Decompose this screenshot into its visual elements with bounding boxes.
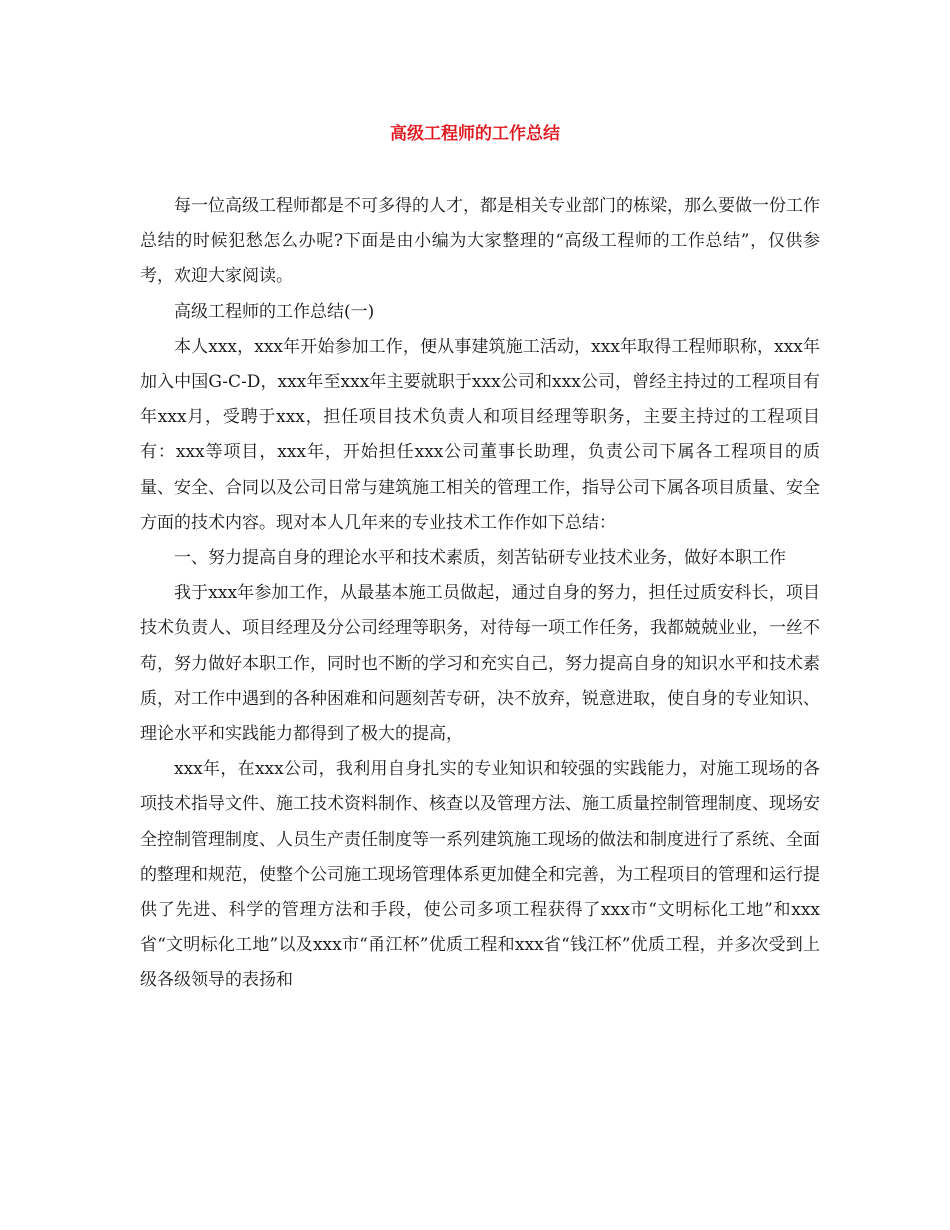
document-body: [140, 189, 820, 999]
document-title: 高级工程师的工作总结: [390, 124, 560, 144]
paragraph-background: 本人xxx，xxx年开始参加工作，便从事建筑施工活动，xxx年取得工程师职称，xxx年加入中国G-C-D，xxx年至xxx年主要就职于xxx公司和xxx公司，曾经主持过的工程项目有年xxx月，受聘于xxx，担任项目技术负责人和项目经理等职务，主要主持过的工程项目有：xxx等项目，xxx年，开始担任xxx公司董事长助理，负责公司下属各工程项目的质量、安全、合同以及公司日常与建筑施工相关的管理工作，指导公司下属各项目质量、安全方面的技术内容。现对本人几年来的专业技术工作作如下总结：: [140, 336, 820, 533]
paragraph-career: 我于xxx年参加工作，从最基本施工员做起，通过自身的努力，担任过质安科长，项目技术负责人、项目经理及分公司经理等职务，对待每一项工作任务，我都兢兢业业，一丝不苟，努力做好本职工作，同时也不断的学习和充实自己，努力提高自身的知识水平和技术素质，对工作中遇到的各种困难和问题刻苦专研，决不放弃，锐意进取，使自身的专业知识、理论水平和实践能力都得到了极大的提高，: [140, 583, 820, 745]
section-heading: 高级工程师的工作总结(一): [174, 301, 375, 322]
paragraph-achievements: xxx年，在xxx公司，我利用自身扎实的专业知识和较强的实践能力，对施工现场的各项技术指导文件、施工技术资料制作、核查以及管理方法、施工质量控制管理制度、现场安全控制管理制度、人员生产责任制度等一系列建筑施工现场的做法和制度进行了系统、全面的整理和规范，使整个公司施工现场管理体系更加健全和完善，为工程项目的管理和运行提供了先进、科学的管理方法和手段，使公司多项工程获得了xxx市“文明标化工地”和xxx省“文明标化工地”以及xxx市“甬江杯”优质工程和xxx省“钱江杯”优质工程，并多次受到上级各级领导的表扬和: [140, 759, 820, 991]
paragraph-intro: 每一位高级工程师都是不可多得的人才，都是相关专业部门的栋梁，那么要做一份工作总结的时候犯愁怎么办呢?下面是由小编为大家整理的“高级工程师的工作总结”，仅供参考，欢迎大家阅读。: [140, 196, 820, 287]
subsection-heading: 一、努力提高自身的理论水平和技术素质，刻苦钻研专业技术业务，做好本职工作: [174, 548, 786, 569]
